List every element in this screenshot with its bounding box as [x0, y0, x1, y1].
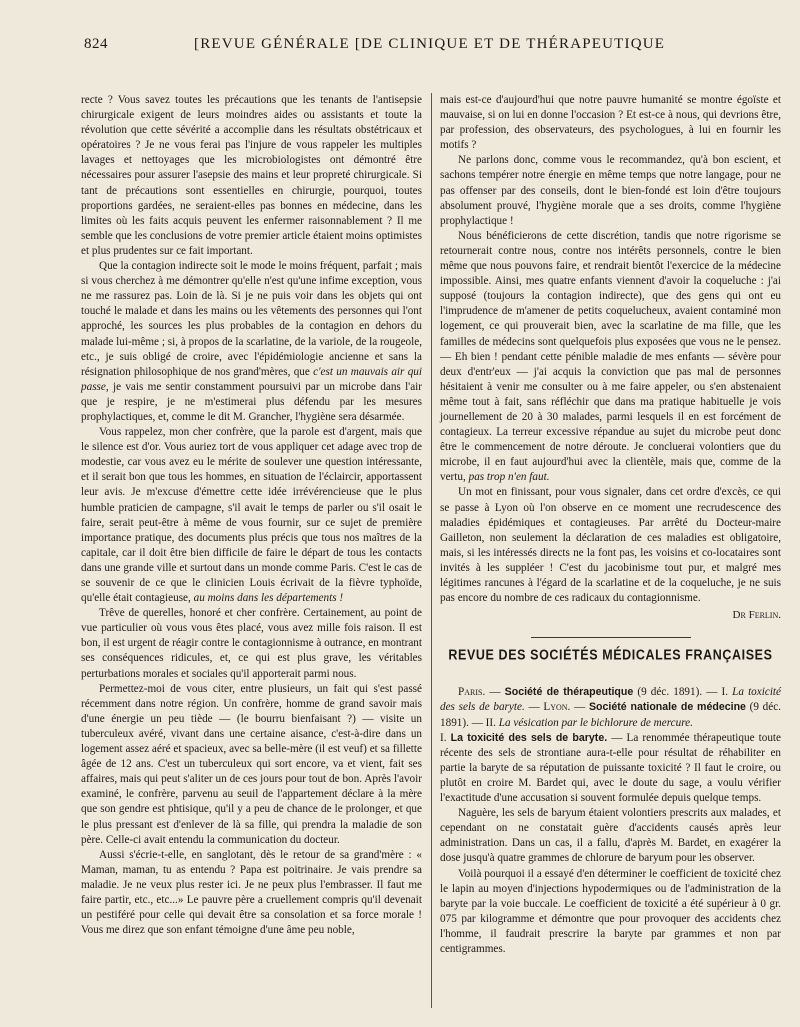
column-divider: [431, 93, 432, 1008]
paragraph: recte ? Vous savez toutes les précautions que les tenants de l'antisepsie chirurgicale exigent de leurs moindres aides ou assistants et toute la révolution que cette sévérité a accomplie dans les résultats obstétricaux et opératoires ? Je ne vous ferai pas l'injure de vous rappeler les multiples lavages et nettoyages que les microbiologistes ont démontré être nécessaires pour assurer l'asepsie des mains et leur propreté chirurgicale. Si tant de précautions sont essentielles en chirurgie, pourquoi, toutes proportions gardées, ne seraient-elles pas bonnes en médecine, dans les limites où les faits acquis peuvent les enfermer raisonnablement ? Il me semble que les conclusions de votre premier article étaient moins optimistes et plus prudentes sur ce fait important.: [81, 94, 422, 257]
signature-text: Dr Ferlin.: [732, 609, 781, 622]
paragraph: Un mot en finissant, pour vous signaler, dans cet ordre d'excès, ce qui se passe à Lyon où l'on observe en ce moment une recrudescence des maladies épidémiques et contagieuses. Par arrêté du Docteur-maire Gailleton, non seulement la déclaration de ces maladies est obligatoire, mais, si les intéressés directs ne la font pas, les voisins et co-locataires sont invités à les suppléer ! C'est du jacobinisme tout pur, et malgré mes légitimes rancunes à l'égard de la scarlatine et de la coqueluche, je ne suis pas encore du nombre de ces radicaux du contagionnisme.: [440, 486, 781, 605]
society-name: Société de thérapeutique: [504, 686, 634, 699]
subsection-title: La toxicité des sels de baryte.: [450, 731, 608, 744]
text-run: Que la contagion indirecte soit le mode le moins fréquent, parfait ; mais si vous cherchez à me démontrer qu'elle n'est qu'une infime exception, vous ne me rassurez pas. Loin de là. Si je ne puis voir dans les objets qui ont touché le malade et dans les mains ou les vêtements des personnes qui l'ont approché, les sources les plus probables de la contagion en dehors du malade lui-même ; si, à propos de la scarlatine, de la variole, de la rougeole, etc., je suis obligé de croire, avec l'épidémiologie ancienne et sans la résignation philosophique de nos grand'mères, que: [81, 260, 422, 378]
left-column: [81, 93, 422, 1013]
paragraph: mais est-ce d'aujourd'hui que notre pauvre humanité se montre égoïste et mauvaise, si on lui en donne l'occasion ? Et est-ce à nous, qui devrions être, par profession, des observateurs, des psychologues, à lui en fournir les motifs ?: [440, 94, 781, 152]
italic-text: c'est un mauvais air qui passe: [81, 365, 422, 393]
text-run: — La renommée thérapeutique toute récente des sels de strontiane aura-t-elle pour résultat de réhabiliter en partie la baryte de sa réputation de puissante toxicité ? Il faut le croire, ou plutôt en croire M. Bardet qui, avec le doute du sage, a voulu vérifier l'exactitude d'une accusation si souvent formulée depuis quelque temps.: [440, 731, 781, 805]
paragraph: Trêve de querelles, honoré et cher confrère. Certainement, au point de vue particulier où vous vous êtes placé, vous avez mille fois raison. Il est bon, il est urgent de réagir contre le contagionnisme à outrance, en montrant ses conséquences ridicules, et, ce qui est plus grave, les véritables perturbations morales et sociales qu'il apporterait parmi nous.: [81, 607, 422, 680]
text-run: Vous rappelez, mon cher confrère, que la parole est d'argent, mais que le silence est d'or. Vous auriez tort de vous appliquer cet adage avec trop de modestie, car vous avez eu le mérite de soulever une question intéressante, et il serait bon que tous les hommes, en situation de l'éclaircir, apportassent leur avis. Je m'excuse d'émettre cette idée irrévérencieuse que le plus humble praticien de campagne, s'il avait le temps de parler ou s'il osait le faire, serait peut-être à même de vous fournir, sur ce sujet de première importance pratique, des documents plus précis que tous nos maîtres de la capitale, car il doit être bien difficile de faire le départ de tous les contacts dans une grande ville et surtout dans un monde comme Paris. C'est le cas de se souvenir de ce que le clinicien Louis écrivait de la fièvre typhoïde, qu'elle était contagieuse,: [81, 426, 422, 605]
italic-text: La toxicité des sels de baryte.: [440, 686, 782, 714]
text-run: —: [570, 701, 589, 714]
paragraph: Voilà pourquoi il a essayé d'en déterminer le coefficient de toxicité chez le lapin au moyen d'injections hypodermiques ou de l'administration de la baryte par la voie buccale. Le coefficient de toxicité a été supérieur à 0 gr. 075 par kilogramme et démontre que pour provoquer des accidents chez l'homme, il faudrait prescrire la baryte par grammes et non par centigrammes.: [440, 867, 781, 955]
italic-text: au moins dans les départements !: [193, 592, 344, 605]
signature: [440, 608, 781, 623]
paragraph: [81, 259, 422, 425]
paragraph: [440, 229, 781, 486]
section-divider: [531, 637, 691, 638]
right-column: [440, 93, 781, 1013]
text-run: —: [524, 701, 544, 714]
italic-text: pas trop n'en faut.: [468, 471, 550, 484]
society-name: Société nationale de médecine: [588, 701, 746, 714]
text-run: , je vais me sentir constamment poursuivi par un microbe dans l'air que je respire, je ne m'estimerai plus défendu par les mesures prophylactiques, et, comme le dit M. Grancher, l'hygiène sera désarmée.: [81, 380, 422, 423]
paragraph: Aussi s'écrie-t-elle, en sanglotant, dès le retour de sa grand'mère : « Maman, maman, tu as entendu ? Papa est poitrinaire. Je vais prendre sa maladie. Je ne veux plus rester ici. Je ne peux plus l'embrasser. Il faut me faire partir, etc., etc...» Le pauvre père a cruellement compris qu'il devenait un pestiféré pour celle qui devait être sa consolation et sa force morale ! Vous me direz que son enfant témoigne d'une âme peu noble,: [81, 848, 422, 937]
paragraph: Ne parlons donc, comme vous le recommandez, qu'à bon escient, et sachons tempérer notre énergie en même temps que notre langage, pour ne pas offenser par des conseils, dont le bien-fondé est loin d'être toujours absolument prouvé, l'hygiène morale que a ses droits, comme l'hygiène prophylactique !: [440, 154, 781, 227]
page-header: [84, 36, 774, 58]
section-summary: [440, 685, 781, 730]
text-run: —: [485, 686, 505, 699]
paragraph: [81, 425, 422, 606]
page-number: 824: [84, 36, 108, 52]
section-number: I.: [440, 731, 451, 744]
paragraph: Permettez-moi de vous citer, entre plusieurs, un fait qui s'est passé récemment dans notre région. Un confrère, homme de grand savoir mais d'une énergie un peu tiède — (le bourru bienfaisant ?) — visite un tuberculeux avéré, vivant dans une certaine aisance, c'est-à-dire dans un logement assez aéré et spacieux, avec sa belle-mère (il est veuf) et sa fillette âgée de 12 ans. C'est un tuberculeux qui sort encore, va et vient, fait ses affaires, mais qui peut s'aliter un de ces jours pour tout de bon. Après l'avoir examiné, le confrère, parvenu au seuil de l'appartement déclare à la mère que son gendre est phtisique, qu'il y a peu de chance de le prolonger, et que le plus pressant est d'enlever de là sa fille, qui prendra la maladie de son père. Celle-ci avait entendu la communication du docteur.: [81, 682, 422, 846]
paragraph: [440, 731, 781, 806]
text-run: (9 déc. 1891). — I.: [633, 686, 733, 699]
italic-text: La vésication par le bichlorure de mercure.: [498, 716, 693, 729]
city-label: Lyon.: [543, 701, 571, 714]
paragraph: Naguère, les sels de baryum étaient volontiers prescrits aux malades, et cependant on ne constatait guère d'accidents causés après leur administration. Dans un cas, il a fallu, d'après M. Bardet, en exagérer la dose jusqu'à quatre grammes de chlorure de baryum pour les observer.: [440, 807, 781, 865]
running-title: [REVUE GÉNÉRALE [DE CLINIQUE ET DE THÉRAPEUTIQUE: [194, 36, 666, 52]
section-title: REVUE DES SOCIÉTÉS MÉDICALES FRANÇAISES: [448, 647, 773, 664]
text-run: (9 déc. 1891). — II.: [440, 701, 781, 729]
text-run: Nous bénéficierons de cette discrétion, tandis que notre rigorisme se retournerait contre nous, contre nos intérêts personnels, contre le bien même que nous pouvons faire, et rendrait bientôt l'exercice de la médecine impossible. Ainsi, mes quatre enfants viennent d'avoir la coqueluche : j'ai supposé (toujours la contagion indirecte), que des gens qui ont eu l'imprudence de m'amener de petits coquelucheux, avaient contaminé mon logement, ce qui prouverait bien, avec la scarlatine de ma fille, que les familles de médecins sont quelquefois plus exposées que vous ne le pensez. — Eh bien ! pendant cette pénible maladie de mes enfants — sévère pour deux d'entr'eux — j'ai acquis la conviction que pas mal de personnes hésitaient à venir me consulter ou à me faire appeler, ou s'en abstenaient même tout à fait, sans réfléchir que dans ma pratique habituelle je vois journellement de 20 à 30 malades, parmi lesquels il en est forcément de contagieux. La terreur excessive répandue au sujet du microbe peut donc être le commencement de notre déroute. Je concluerai volontiers que du microbe, il en faut aujourd'hui avec la clientèle, mais que, comme de la vertu,: [440, 229, 781, 484]
city-label: Paris.: [458, 686, 486, 699]
